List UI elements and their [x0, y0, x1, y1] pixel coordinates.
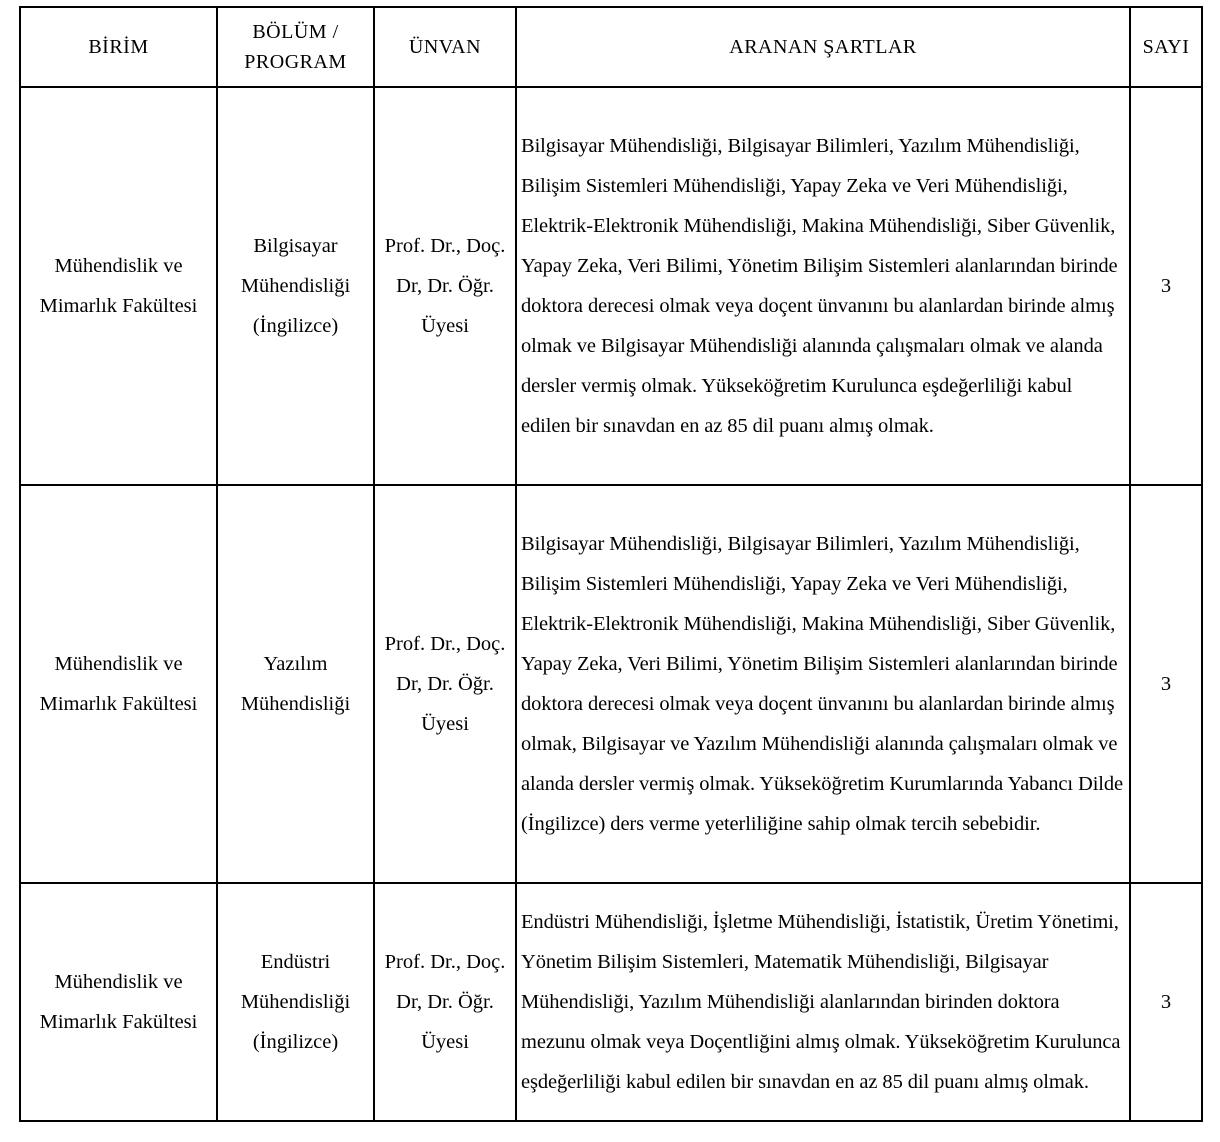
cell-birim: Mühendislik ve Mimarlık Fakültesi	[20, 485, 217, 883]
table-row	[20, 883, 1202, 1121]
cell-sayi: 3	[1130, 883, 1202, 1121]
cell-sayi: 3	[1130, 87, 1202, 485]
positions-table	[19, 6, 1203, 1122]
cell-sayi: 3	[1130, 485, 1202, 883]
cell-birim: Mühendislik ve Mimarlık Fakültesi	[20, 883, 217, 1121]
header-bolum-program: BÖLÜM / PROGRAM	[217, 7, 374, 87]
cell-unvan: Prof. Dr., Doç. Dr, Dr. Öğr. Üyesi	[374, 87, 516, 485]
header-row	[20, 7, 1202, 87]
header-birim: BİRİM	[20, 7, 217, 87]
cell-aranan-sartlar: Endüstri Mühendisliği, İşletme Mühendisliği, İstatistik, Üretim Yönetimi, Yönetim Bilişim Sistemleri, Matematik Mühendisliği, Bilgisayar Mühendisliği, Yazılım Mühendisliği alanlarından birinden doktora mezunu olmak veya Doçentliğini almış olmak. Yükseköğretim Kurulunca eşdeğerliliği kabul edilen bir sınavdan en az 85 dil puanı almış olmak.	[516, 883, 1130, 1121]
table-row	[20, 485, 1202, 883]
header-unvan: ÜNVAN	[374, 7, 516, 87]
cell-unvan: Prof. Dr., Doç. Dr, Dr. Öğr. Üyesi	[374, 883, 516, 1121]
table-row	[20, 87, 1202, 485]
cell-bolum: Yazılım Mühendisliği	[217, 485, 374, 883]
cell-birim: Mühendislik ve Mimarlık Fakültesi	[20, 87, 217, 485]
cell-bolum: Bilgisayar Mühendisliği (İngilizce)	[217, 87, 374, 485]
cell-aranan-sartlar: Bilgisayar Mühendisliği, Bilgisayar Bilimleri, Yazılım Mühendisliği, Bilişim Sistemleri Mühendisliği, Yapay Zeka ve Veri Mühendisliği, Elektrik-Elektronik Mühendisliği, Makina Mühendisliği, Siber Güvenlik, Yapay Zeka, Veri Bilimi, Yönetim Bilişim Sistemleri alanlarından birinde doktora derecesi olmak veya doçent ünvanını bu alanlardan birinde almış olmak ve Bilgisayar Mühendisliği alanında çalışmaları olmak ve alanda dersler vermiş olmak. Yükseköğretim Kurulunca eşdeğerliliği kabul edilen bir sınavdan en az 85 dil puanı almış olmak.	[516, 87, 1130, 485]
header-aranan-sartlar: ARANAN ŞARTLAR	[516, 7, 1130, 87]
header-sayi: SAYI	[1130, 7, 1202, 87]
cell-aranan-sartlar: Bilgisayar Mühendisliği, Bilgisayar Bilimleri, Yazılım Mühendisliği, Bilişim Sistemleri Mühendisliği, Yapay Zeka ve Veri Mühendisliği, Elektrik-Elektronik Mühendisliği, Makina Mühendisliği, Siber Güvenlik, Yapay Zeka, Veri Bilimi, Yönetim Bilişim Sistemleri alanlarından birinde doktora derecesi olmak veya doçent ünvanını bu alanlardan birinde almış olmak, Bilgisayar ve Yazılım Mühendisliği alanında çalışmaları olmak ve alanda dersler vermiş olmak. Yükseköğretim Kurumlarında Yabancı Dilde (İngilizce) ders verme yeterliliğine sahip olmak tercih sebebidir.	[516, 485, 1130, 883]
cell-unvan: Prof. Dr., Doç. Dr, Dr. Öğr. Üyesi	[374, 485, 516, 883]
cell-bolum: Endüstri Mühendisliği (İngilizce)	[217, 883, 374, 1121]
